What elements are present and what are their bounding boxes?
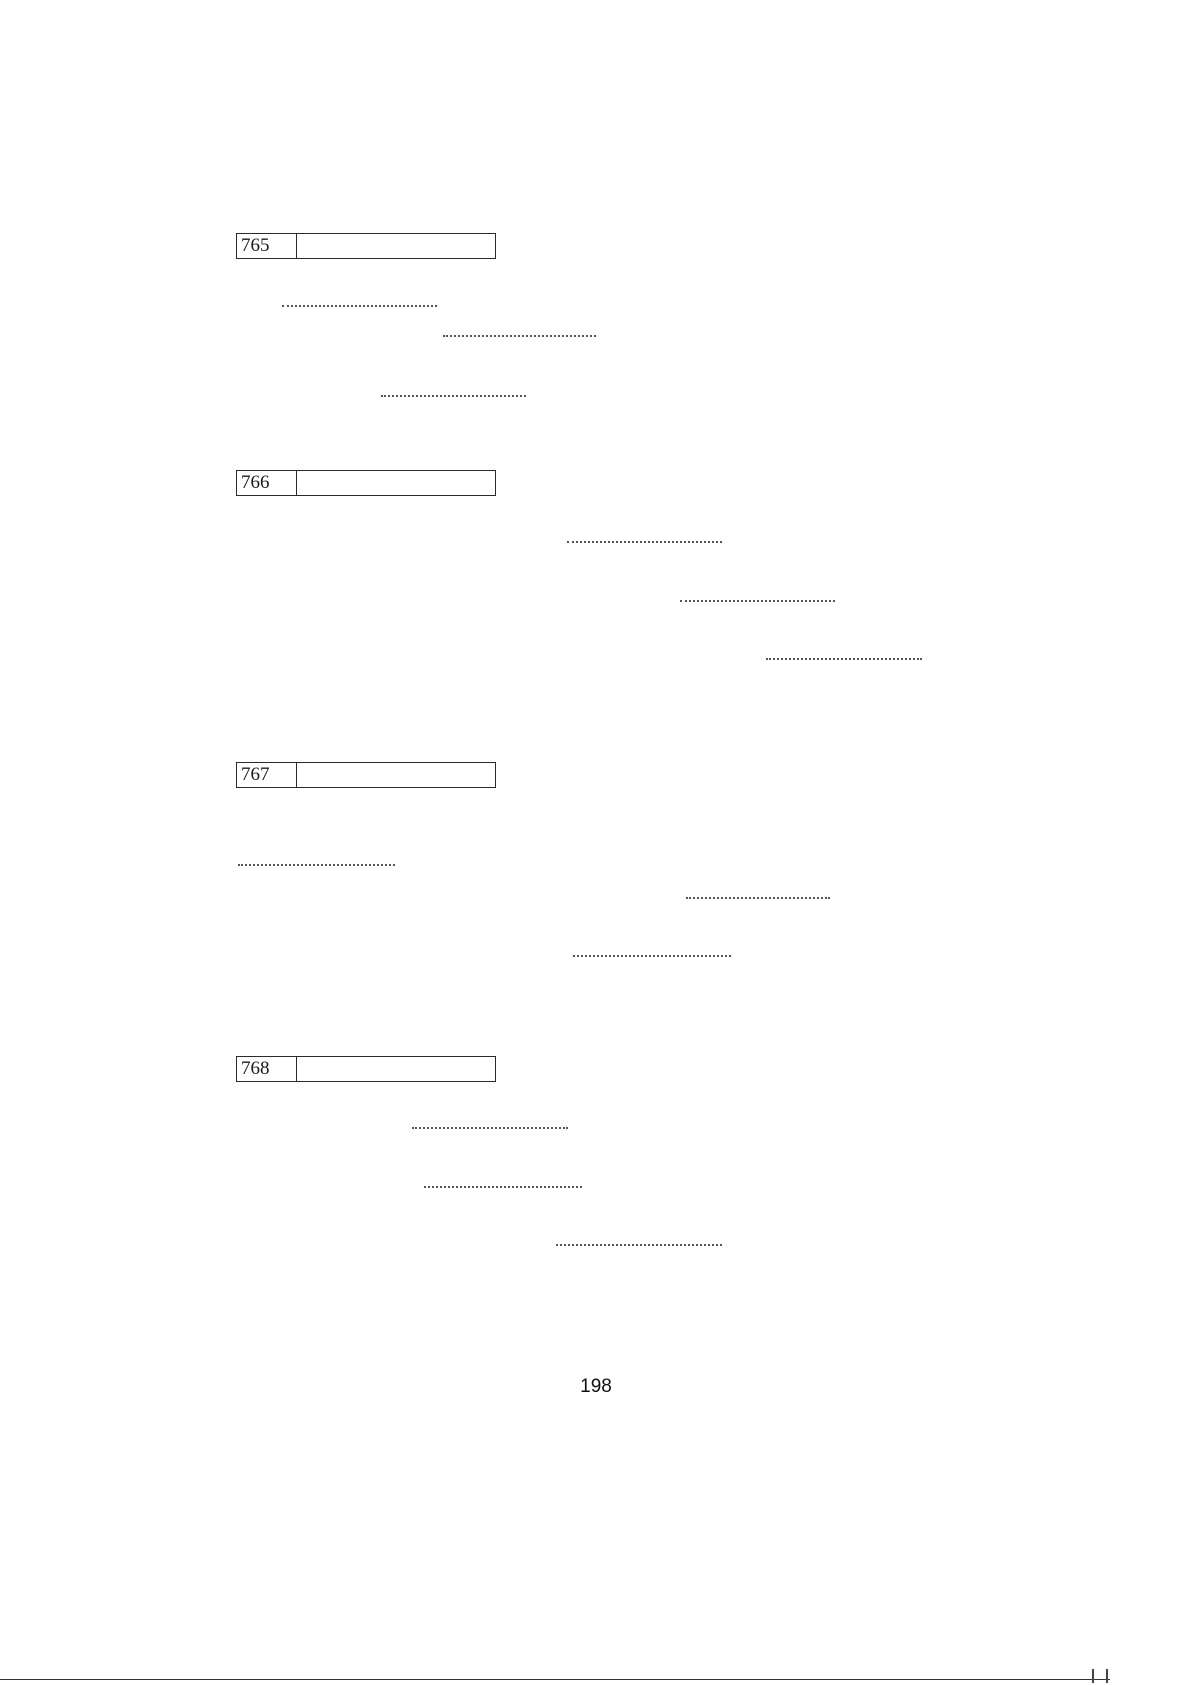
question-number-box bbox=[236, 470, 496, 496]
page-number: 198 bbox=[580, 1376, 612, 1397]
question-number-box bbox=[236, 1056, 496, 1082]
answer-blank[interactable] bbox=[424, 1182, 582, 1188]
answer-blank[interactable] bbox=[381, 391, 526, 397]
question-label-blank bbox=[297, 471, 495, 495]
answer-blank[interactable] bbox=[282, 301, 437, 307]
question-number: 766 bbox=[237, 471, 297, 495]
answer-blank[interactable] bbox=[573, 951, 731, 957]
question-label-blank bbox=[297, 763, 495, 787]
answer-blank[interactable] bbox=[556, 1240, 722, 1246]
question-number: 767 bbox=[237, 763, 297, 787]
answer-blank[interactable] bbox=[567, 537, 722, 543]
question-number: 768 bbox=[237, 1057, 297, 1081]
crop-mark bbox=[1106, 1669, 1108, 1683]
answer-blank[interactable] bbox=[680, 596, 835, 602]
answer-blank[interactable] bbox=[766, 654, 922, 660]
answer-blank[interactable] bbox=[412, 1123, 568, 1129]
answer-blank[interactable] bbox=[238, 860, 395, 866]
question-number-box bbox=[236, 762, 496, 788]
crop-mark bbox=[1092, 1669, 1094, 1683]
bottom-rule bbox=[0, 1679, 1110, 1680]
answer-blank[interactable] bbox=[443, 331, 596, 337]
question-label-blank bbox=[297, 1057, 495, 1081]
question-number-box bbox=[236, 233, 496, 259]
question-number: 765 bbox=[237, 234, 297, 258]
question-label-blank bbox=[297, 234, 495, 258]
answer-blank[interactable] bbox=[686, 893, 830, 899]
